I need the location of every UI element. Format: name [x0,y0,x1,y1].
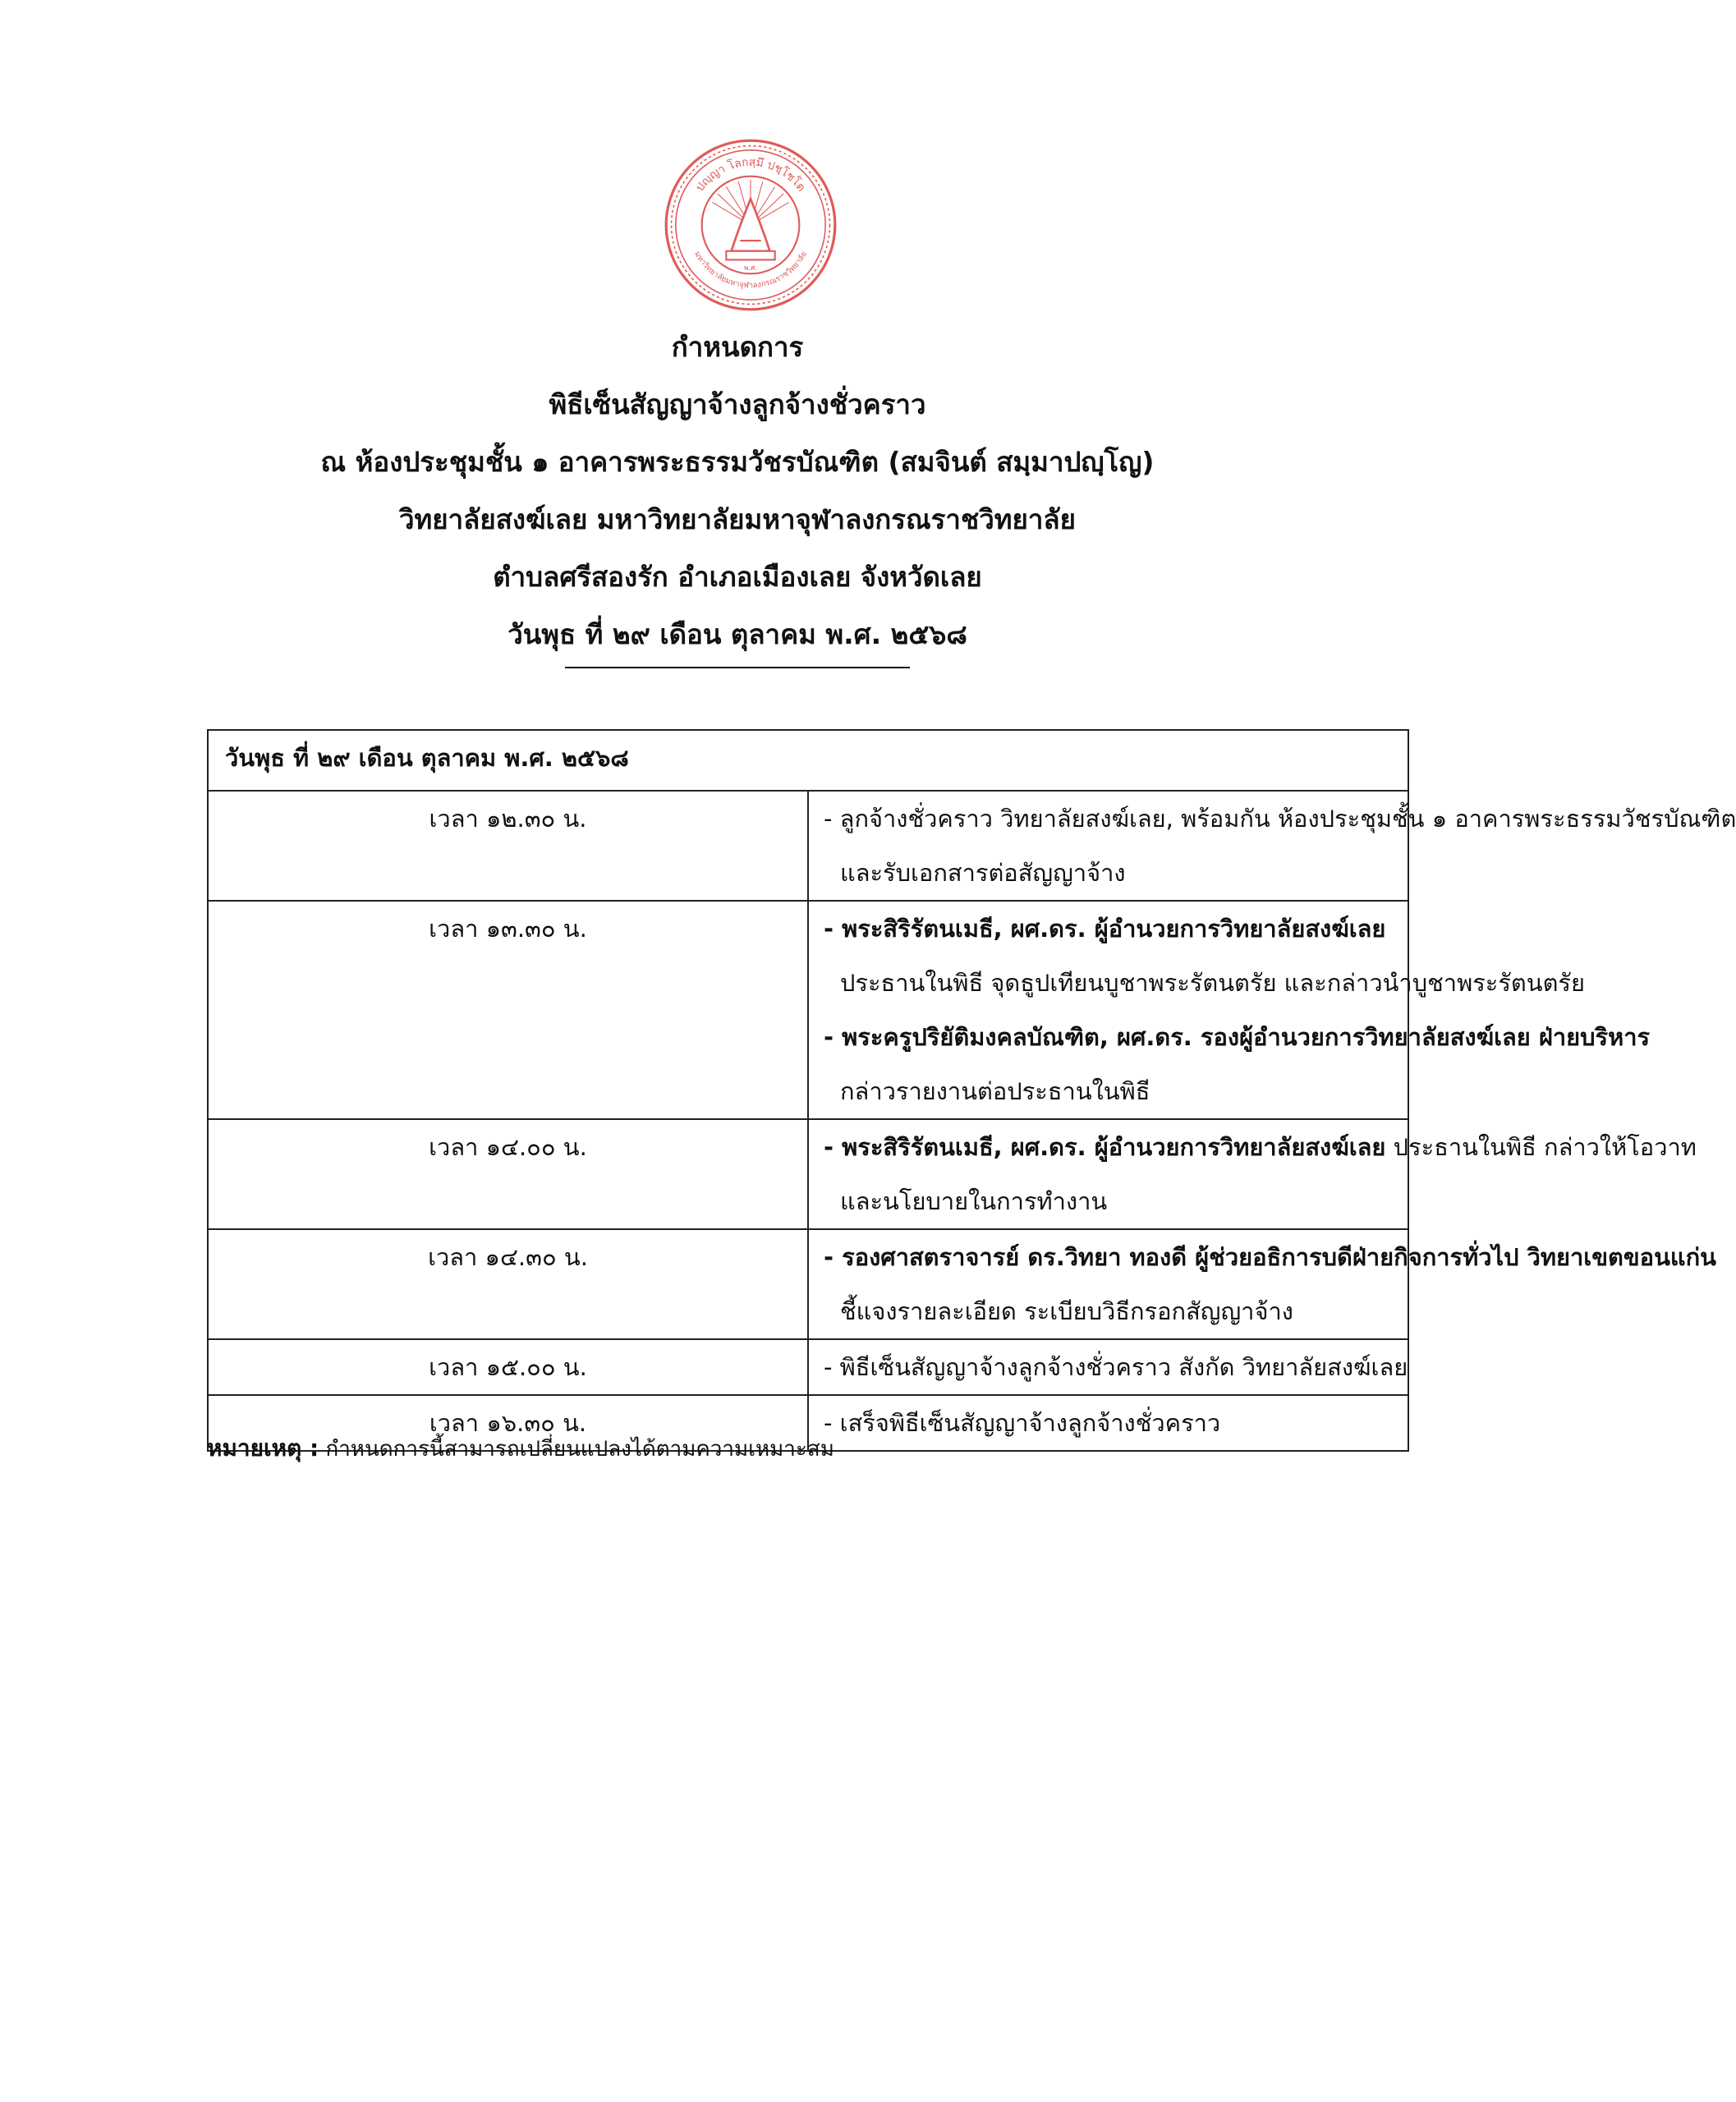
svg-text:พ.ศ.: พ.ศ. [743,264,758,273]
document-header [0,319,1475,668]
college-line: วิทยาลัยสงฆ์เลย มหาวิทยาลัยมหาจุฬาลงกรณราชวิทยาลัย [398,503,1076,535]
agenda-item-tail-text: ประธานในพิธี กล่าวให้โอวาท [1385,1133,1697,1161]
agenda-item-dash: - [824,1133,843,1161]
agenda-item-continuation: และนโยบายในการทำงาน [840,1187,1108,1215]
agenda-item-bold-text: พระครูปริยัติมงคลบัณฑิต, ผศ.ดร. รองผู้อำนวยการวิทยาลัยสงฆ์เลย ฝ่ายบริหาร [842,1023,1651,1051]
agenda-item-text: - ลูกจ้างชั่วคราว วิทยาลัยสงฆ์เลย, พร้อมกัน ห้องประชุมชั้น ๑ อาคารพระธรรมวัชรบัณฑิต [824,805,1736,833]
agenda-item-continuation: ประธานในพิธี จุดธูปเทียนบูชาพระรัตนตรัย และกล่าวนำบูชาพระรัตนตรัย [840,969,1585,997]
header-divider [565,667,910,668]
svg-text:ปญฺญา โลกสฺมึ ปชฺโชโต: ปญฺญา โลกสฺมึ ปชฺโชโต [693,155,808,195]
time-cell: เวลา ๑๕.๐๐ น. [208,1339,808,1395]
document-title: กำหนดการ [671,331,804,363]
agenda-item-dash: - [824,1243,843,1271]
schedule-table [207,729,1736,1452]
agenda-item-continuation: ชี้แจงรายละเอียด ระเบียบวิธีกรอกสัญญาจ้าง [840,1297,1293,1325]
document-subtitle: พิธีเซ็นสัญญาจ้างลูกจ้างชั่วคราว [549,388,926,420]
agenda-item-text: - เสร็จพิธีเซ็นสัญญาจ้างลูกจ้างชั่วคราว [824,1409,1221,1437]
location-line: ตำบลศรีสองรัก อำเภอเมืองเลย จังหวัดเลย [493,561,982,593]
agenda-item [824,1396,1399,1450]
description-cell [808,1395,1408,1451]
agenda-item [824,1340,1408,1394]
university-seal-logo [664,138,838,312]
agenda-item-continuation: กล่าวรายงานต่อประธานในพิธี [840,1077,1150,1105]
agenda-item [824,1010,1651,1118]
agenda-item [824,1120,1697,1228]
time-cell: เวลา ๑๒.๓๐ น. [208,791,808,901]
schedule-date-cell: วันพุธ ที่ ๒๙ เดือน ตุลาคม พ.ศ. ๒๕๖๘ [208,730,1408,791]
table-row [208,1339,1408,1395]
agenda-item-bold-text: พระสิริรัตนเมธี, ผศ.ดร. ผู้อำนวยการวิทยาลัยสงฆ์เลย [842,1133,1386,1161]
agenda-item-bold-text: รองศาสตราจารย์ ดร.วิทยา ทองดี ผู้ช่วยอธิการบดีฝ่ายกิจการทั่วไป วิทยาเขตขอนแก่น [842,1243,1716,1271]
time-cell: เวลา ๑๔.๐๐ น. [208,1119,808,1229]
footnote-label: หมายเหตุ : [207,1434,319,1462]
table-row [208,901,1408,1119]
venue-line: ณ ห้องประชุมชั้น ๑ อาคารพระธรรมวัชรบัณฑิต (สมจินต์ สมฺมาปญฺโญ) [320,446,1155,478]
agenda-item-continuation: และรับเอกสารต่อสัญญาจ้าง [840,859,1126,887]
footnote-text: กำหนดการนี้สามารถเปลี่ยนแปลงได้ตามความเหมาะสม [325,1437,834,1462]
svg-text:มหาวิทยาลัยมหาจุฬาลงกรณราชวิทย: มหาวิทยาลัยมหาจุฬาลงกรณราชวิทยาลัย [692,250,809,291]
agenda-item-dash: - [824,1023,843,1051]
time-cell: เวลา ๑๔.๓๐ น. [208,1229,808,1339]
agenda-item [824,1230,1716,1338]
table-row [208,1119,1408,1229]
table-row [208,791,1408,901]
description-cell [808,901,1651,1119]
date-line: วันพุธ ที่ ๒๙ เดือน ตุลาคม พ.ศ. ๒๕๖๘ [507,618,967,650]
agenda-item [824,792,1736,900]
table-row [208,1229,1408,1339]
description-cell [808,791,1736,901]
description-cell [808,1339,1408,1395]
agenda-item-text [824,1230,1716,1284]
agenda-item [824,902,1585,1010]
agenda-item-text [824,1120,1697,1174]
footnote [207,1430,834,1467]
description-cell [808,1229,1716,1339]
agenda-item-dash: - [824,915,843,943]
time-cell: เวลา ๑๓.๓๐ น. [208,901,808,1119]
schedule-date-row [208,730,1408,791]
agenda-item-text [824,902,1399,956]
agenda-item-text [824,1010,1651,1064]
time-cell: เวลา ๑๖.๓๐ น. [208,1395,808,1451]
agenda-item-text: - พิธีเซ็นสัญญาจ้างลูกจ้างชั่วคราว สังกัด วิทยาลัยสงฆ์เลย [824,1353,1408,1381]
agenda-item-bold-text: พระสิริรัตนเมธี, ผศ.ดร. ผู้อำนวยการวิทยาลัยสงฆ์เลย [842,915,1386,943]
description-cell [808,1119,1697,1229]
